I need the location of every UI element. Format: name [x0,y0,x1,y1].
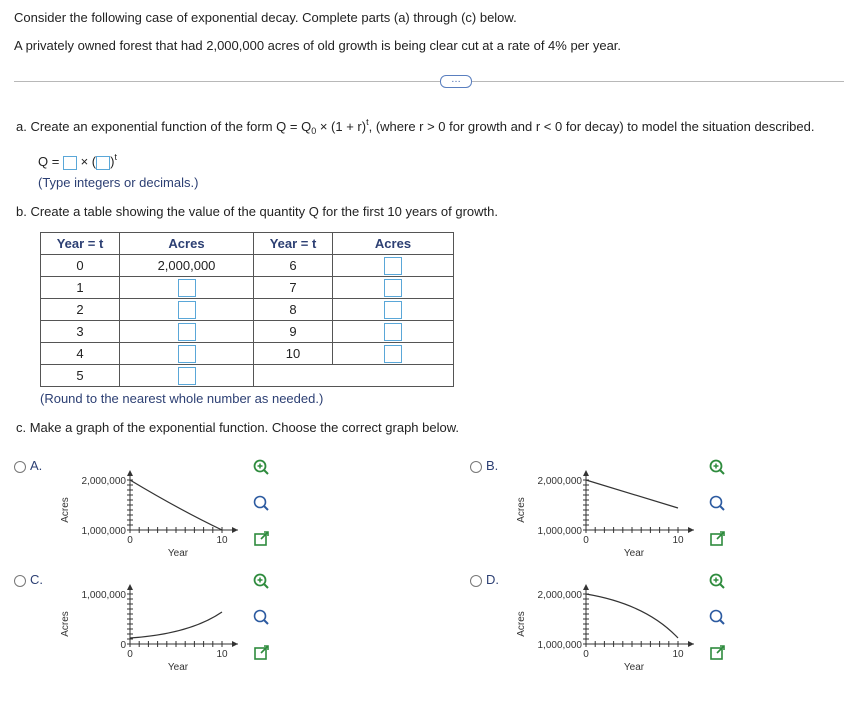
y-top-label: 2,000,000 [537,590,582,601]
acres-input-9[interactable] [384,323,402,341]
option-label: D. [486,572,499,587]
acres-cell [120,277,254,299]
acres-cell [120,365,254,387]
function-curve [586,480,678,508]
radio-button[interactable] [470,461,482,473]
option-label: A. [30,458,43,473]
zoom-in-icon[interactable] [708,458,726,476]
acres-cell [333,277,454,299]
x-axis-label: Year [623,662,645,673]
acres-input-10[interactable] [384,345,402,363]
x-end-label: 10 [672,535,684,546]
header-acres-left: Acres [120,233,254,255]
part-c-prompt: c. Make a graph of the exponential function. Choose the correct graph below. [16,420,459,435]
graph-d [514,574,704,684]
x-end-label: 10 [672,649,684,660]
x-axis-arrow [688,641,694,647]
x-axis-label: Year [167,662,189,673]
y-axis-label: Acres [60,611,71,637]
values-table [40,232,454,387]
x-end-label: 10 [216,649,228,660]
zoom-in-icon[interactable] [252,458,270,476]
y-top-label: 1,000,000 [81,590,126,601]
function-curve [130,612,222,638]
x-axis-arrow [688,527,694,533]
year-cell: 1 [41,277,120,299]
graph-b [514,460,704,570]
x-axis-arrow [232,641,238,647]
year-cell: 2 [41,299,120,321]
intro-line-1: Consider the following case of exponential decay. Complete parts (a) through (c) below. [14,10,517,25]
intro-line-2: A privately owned forest that had 2,000,000 acres of old growth is being clear cut at a rate of 4% per year. [14,38,622,53]
acres-value: 2,000,000 [120,255,254,277]
part-b-prompt: b. Create a table showing the value of the quantity Q for the first 10 years of growth. [16,204,498,219]
function-curve [586,594,678,638]
acres-cell [333,343,454,365]
x-axis-arrow [232,527,238,533]
acres-cell [333,255,454,277]
y-axis-arrow [127,584,133,590]
option-label: B. [486,458,499,473]
radio-button[interactable] [14,575,26,587]
zoom-out-icon[interactable] [252,608,270,626]
year-cell: 3 [41,321,120,343]
more-button[interactable]: … [440,75,472,88]
x-zero-label: 0 [583,535,589,546]
x-end-label: 10 [216,535,228,546]
option-a[interactable] [14,458,42,473]
part-a-hint: (Type integers or decimals.) [38,175,199,190]
expand-icon[interactable] [708,530,726,548]
graph-c [58,574,248,684]
expand-icon[interactable] [252,530,270,548]
header-acres-right: Acres [333,233,454,255]
acres-cell [120,299,254,321]
graph-a [58,460,248,570]
acres-input-6[interactable] [384,257,402,275]
y-top-label: 2,000,000 [537,476,582,487]
acres-input-4[interactable] [178,345,196,363]
header-year-right: Year = t [254,233,333,255]
y-axis-arrow [127,470,133,476]
function-curve [130,480,222,530]
acres-input-3[interactable] [178,323,196,341]
acres-cell [120,343,254,365]
expand-icon[interactable] [708,644,726,662]
x-axis-label: Year [167,548,189,559]
year-cell: 4 [41,343,120,365]
year-cell: 0 [41,255,120,277]
option-label: C. [30,572,43,587]
option-d[interactable] [470,572,499,587]
x-zero-label: 0 [583,649,589,660]
part-a-prompt: a. Create an exponential function of the form $Q = Q_0 \times (1 + r)^t$, (where r > 0 for growth and r < 0 for decay) to model the situation described. [16,117,815,136]
divider [14,81,844,82]
zoom-out-icon[interactable] [252,494,270,512]
zoom-in-icon[interactable] [708,572,726,590]
acres-cell [333,299,454,321]
acres-input-1[interactable] [178,279,196,297]
y-bottom-label: 1,000,000 [537,640,582,651]
y-axis-arrow [583,584,589,590]
y-axis-arrow [583,470,589,476]
year-cell: 9 [254,321,333,343]
year-cell: 5 [41,365,120,387]
y-axis-label: Acres [60,497,71,523]
x-axis-label: Year [623,548,645,559]
acres-input-8[interactable] [384,301,402,319]
zoom-in-icon[interactable] [252,572,270,590]
y-axis-label: Acres [516,497,527,523]
equation-row: Q = × ( )$^t$ [38,152,117,169]
x-zero-label: 0 [127,649,133,660]
q0-input[interactable] [63,156,77,170]
y-top-label: 2,000,000 [81,476,126,487]
acres-input-7[interactable] [384,279,402,297]
year-cell: 10 [254,343,333,365]
year-cell: 6 [254,255,333,277]
header-year-left: Year = t [41,233,120,255]
year-cell: 8 [254,299,333,321]
y-bottom-label: 0 [120,640,126,651]
year-cell: 7 [254,277,333,299]
radio-button[interactable] [470,575,482,587]
expand-icon[interactable] [252,644,270,662]
y-bottom-label: 1,000,000 [537,526,582,537]
acres-cell [333,321,454,343]
zoom-out-icon[interactable] [708,494,726,512]
growth-factor-input[interactable] [96,156,110,170]
radio-button[interactable] [14,461,26,473]
acres-cell [120,321,254,343]
y-axis-label: Acres [516,611,527,637]
option-c[interactable] [14,572,43,587]
zoom-out-icon[interactable] [708,608,726,626]
acres-input-2[interactable] [178,301,196,319]
x-zero-label: 0 [127,535,133,546]
option-b[interactable] [470,458,498,473]
y-bottom-label: 1,000,000 [81,526,126,537]
acres-input-5[interactable] [178,367,196,385]
part-b-hint: (Round to the nearest whole number as needed.) [40,391,324,406]
